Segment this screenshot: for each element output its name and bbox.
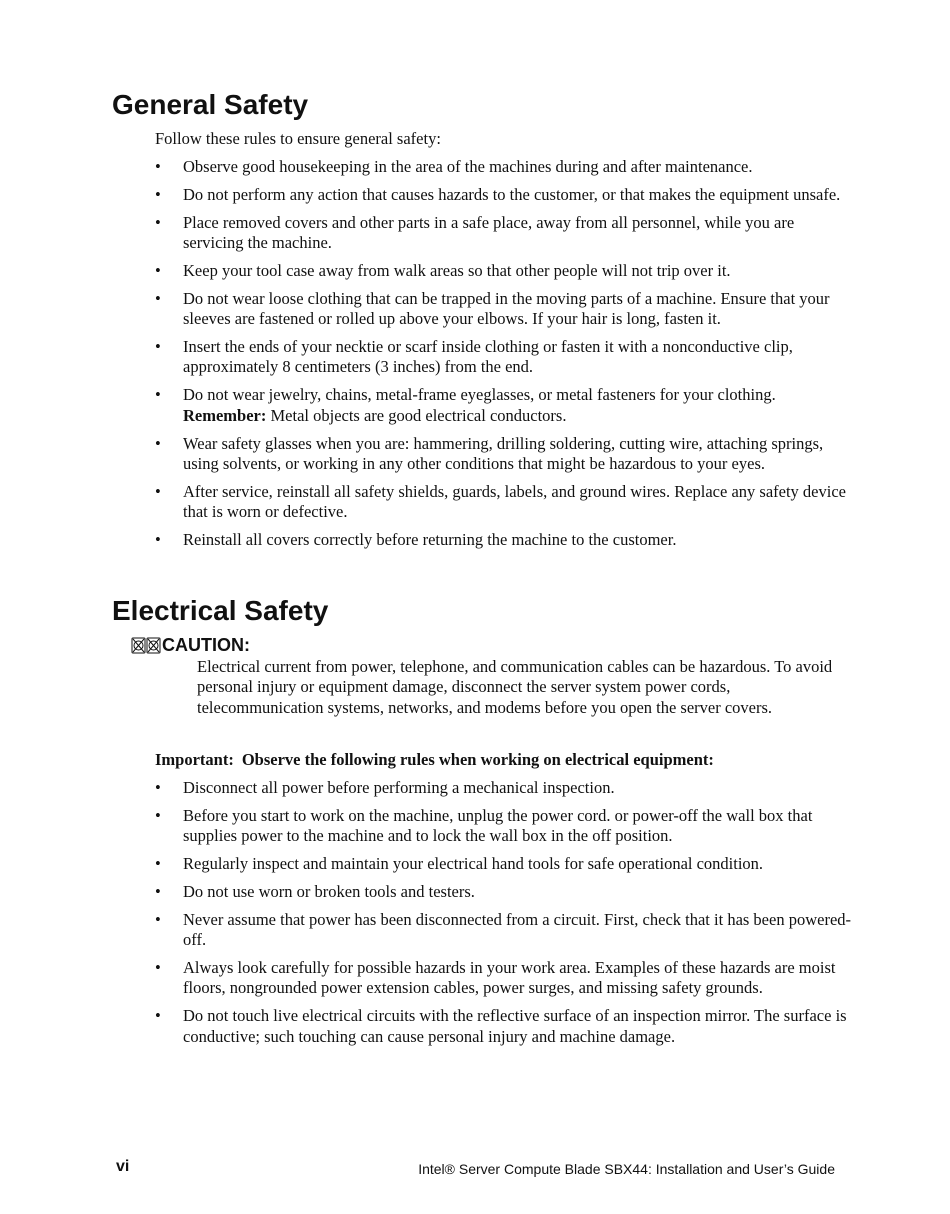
list-item-text: Before you start to work on the machine, unplug the power cord. or power-off the wall box that supplies power to the machine and to lock the wall box in the off position. xyxy=(183,805,813,846)
important-text: Observe the following rules when working on electrical equipment: xyxy=(241,750,714,769)
bullet-icon: • xyxy=(155,957,161,977)
caution-text: Electrical current from power, telephone, and communication cables can be hazardous. To avoid personal injury or equipment damage, disconnect the server system power cords, telecommunication systems, networks, and modems before you open the server covers. xyxy=(197,657,833,717)
remember-label: Remember: xyxy=(183,405,267,425)
list-item xyxy=(155,385,855,426)
list-item-text: Regularly inspect and maintain your electrical hand tools for safe operational condition. xyxy=(183,854,764,874)
bullet-icon: • xyxy=(155,854,161,874)
list-item xyxy=(155,882,855,903)
list-item-text: Reinstall all covers correctly before returning the machine to the customer. xyxy=(183,530,677,550)
page-number: vi xyxy=(116,1158,130,1175)
list-item-text: Keep your tool case away from walk areas so that other people will not trip over it. xyxy=(183,260,731,280)
list-item-text: Never assume that power has been disconnected from a circuit. First, check that it has been powered-off. xyxy=(183,909,852,950)
list-item-text: Do not wear jewelry, chains, metal-frame eyeglasses, or metal fasteners for your clothing. xyxy=(183,385,776,405)
bullet-icon: • xyxy=(155,184,161,204)
list-item xyxy=(155,1006,855,1047)
general-safety-list xyxy=(155,157,855,558)
list-item-text: After service, reinstall all safety shields, guards, labels, and ground wires. Replace any safety device that is worn or defective. xyxy=(183,481,846,522)
list-item xyxy=(155,482,855,523)
general-safety-intro: Follow these rules to ensure general safety: xyxy=(155,129,441,148)
list-item-text: Wear safety glasses when you are: hammering, drilling soldering, cutting wire, attaching springs, using solvents, or working in any other conditions that might be hazardous to your eyes. xyxy=(183,433,824,474)
electrical-safety-list xyxy=(155,778,855,1055)
footer-document-title: Intel® Server Compute Blade SBX44: Installation and User’s Guide xyxy=(418,1161,835,1177)
electrical-hazard-icon xyxy=(131,637,146,654)
list-item-text: Do not touch live electrical circuits with the reflective surface of an inspection mirror. The surface is conductive; such touching can cause personal injury and machine damage. xyxy=(183,1006,847,1046)
bullet-icon: • xyxy=(155,1006,161,1026)
bullet-icon: • xyxy=(155,909,161,929)
list-item xyxy=(155,854,855,875)
caution-label: CAUTION: xyxy=(162,635,250,655)
list-item xyxy=(155,261,855,282)
bullet-icon: • xyxy=(155,481,161,501)
bullet-icon: • xyxy=(155,805,161,825)
list-item xyxy=(155,213,855,254)
general-safety-heading: General Safety xyxy=(112,89,309,120)
list-item xyxy=(155,185,855,206)
remember-text: Metal objects are good electrical conductors. xyxy=(266,405,567,425)
bullet-icon: • xyxy=(155,530,161,550)
list-item-text: Do not perform any action that causes hazards to the customer, or that makes the equipment unsafe. xyxy=(183,184,841,204)
list-item-text: Do not use worn or broken tools and testers. xyxy=(183,881,475,901)
bullet-icon: • xyxy=(155,336,161,356)
list-item xyxy=(155,530,855,551)
list-item-text: Disconnect all power before performing a mechanical inspection. xyxy=(183,778,615,797)
important-label: Important: xyxy=(155,750,234,769)
electrical-safety-heading: Electrical Safety xyxy=(112,595,329,626)
bullet-icon: • xyxy=(155,385,161,405)
electrical-hazard-icon xyxy=(146,637,161,654)
list-item xyxy=(155,806,855,847)
bullet-icon: • xyxy=(155,260,161,280)
list-item-text: Place removed covers and other parts in a safe place, away from all personnel, while you are servicing the machine. xyxy=(183,212,795,253)
important-note xyxy=(155,750,714,770)
list-item-text: Always look carefully for possible hazards in your work area. Examples of these hazards are moist floors, nongrounded power extension cables, power surges, and missing safety grounds. xyxy=(183,957,836,998)
list-item xyxy=(155,337,855,378)
list-item-text: Observe good housekeeping in the area of the machines during and after maintenance. xyxy=(183,157,753,176)
list-item xyxy=(155,289,855,330)
bullet-icon: • xyxy=(155,212,161,232)
list-item-text: Do not wear loose clothing that can be trapped in the moving parts of a machine. Ensure that your sleeves are fastened or rolled up above your elbows. If your hair is long, fasten it. xyxy=(183,288,830,329)
list-item xyxy=(155,157,855,178)
list-item xyxy=(155,434,855,475)
list-item-text: Insert the ends of your necktie or scarf inside clothing or fasten it with a nonconductive clip, approximately 8 centimeters (3 inches) from the end. xyxy=(183,336,793,377)
bullet-icon: • xyxy=(155,778,161,797)
list-item xyxy=(155,778,855,799)
bullet-icon: • xyxy=(155,881,161,901)
bullet-icon: • xyxy=(155,433,161,453)
caution-icons xyxy=(131,637,161,654)
bullet-icon: • xyxy=(155,288,161,308)
caution-heading xyxy=(131,633,250,657)
bullet-icon: • xyxy=(155,157,161,176)
list-item xyxy=(155,910,855,951)
list-item xyxy=(155,958,855,999)
